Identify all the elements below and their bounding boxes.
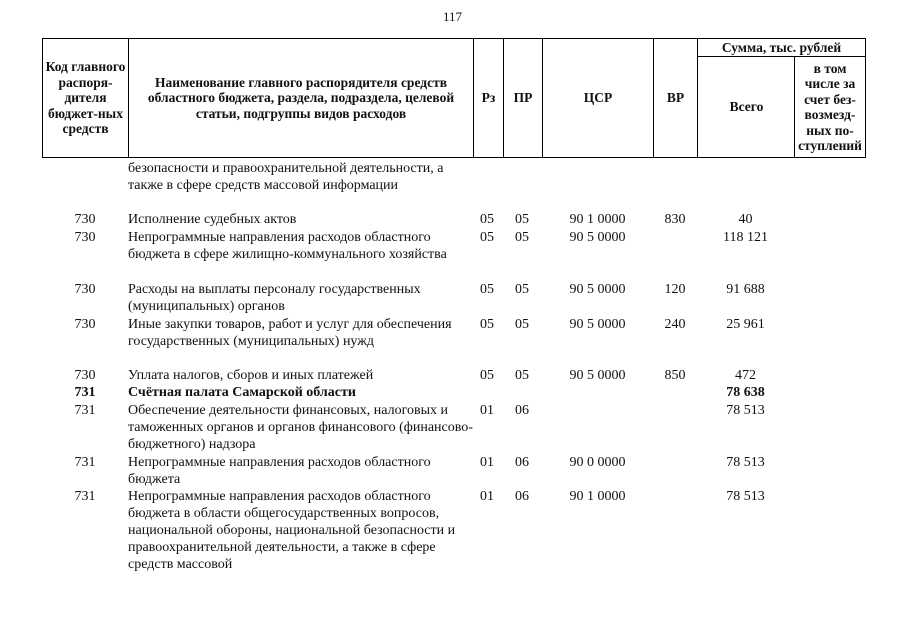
cell-pr: 05 — [515, 368, 529, 383]
cell-total: 118 121 — [723, 230, 768, 245]
cell-total: 472 — [735, 368, 756, 383]
cell-rz: 05 — [480, 282, 494, 297]
header-rz: Рз — [474, 39, 504, 157]
cell-csr: 90 5 0000 — [569, 368, 626, 383]
cell-csr: 90 5 0000 — [569, 230, 626, 245]
cell-total: 78 638 — [726, 385, 765, 400]
cell-total: 25 961 — [726, 317, 765, 332]
cell-rz: 05 — [480, 368, 494, 383]
cell-code: 731 — [74, 385, 96, 400]
cell-vr: 850 — [664, 368, 686, 383]
page-number: 117 — [442, 9, 463, 24]
cell-rz: 01 — [480, 489, 494, 504]
cell-name: Уплата налогов, сборов и иных платежей — [128, 368, 374, 383]
cell-total: 78 513 — [726, 403, 765, 418]
cell-name: Непрограммные направления расходов областного бюджета в области общегосударственных вопросов, национальной обороны, национальной безопасности и правоохранительной деятельности, а также в сфере средств массовой — [128, 489, 456, 572]
cell-rz: 05 — [480, 317, 494, 332]
cell-csr: 90 1 0000 — [569, 489, 626, 504]
cell-name: Обеспечение деятельности финансовых, налоговых и таможенных органов и органов финансового (финансово-бюджетного) надзора — [128, 403, 473, 452]
cell-code: 730 — [74, 317, 96, 332]
cell-vr: 830 — [664, 212, 686, 227]
cell-vr: 240 — [664, 317, 686, 332]
header-total: Всего — [729, 99, 764, 115]
cell-code: 730 — [74, 212, 96, 227]
cell-total: 78 513 — [726, 489, 765, 504]
cell-code: 731 — [74, 455, 96, 470]
cell-name: безопасности и правоохранительной деятельности, а также в сфере средств массовой информации — [128, 161, 444, 193]
header-vr: ВР — [654, 39, 698, 157]
cell-vr: 120 — [664, 282, 686, 297]
cell-code: 731 — [74, 489, 96, 504]
cell-rz: 05 — [480, 230, 494, 245]
table-header — [42, 38, 866, 158]
cell-pr: 06 — [515, 455, 529, 470]
header-pr: ПР — [504, 39, 543, 157]
cell-pr: 06 — [515, 403, 529, 418]
cell-pr: 05 — [515, 317, 529, 332]
cell-pr: 06 — [515, 489, 529, 504]
cell-code: 731 — [74, 403, 96, 418]
cell-rz: 05 — [480, 212, 494, 227]
cell-rz: 01 — [480, 455, 494, 470]
cell-name: Непрограммные направления расходов областного бюджета — [128, 455, 431, 487]
cell-csr: 90 1 0000 — [569, 212, 626, 227]
cell-total: 40 — [738, 212, 753, 227]
cell-csr: 90 0 0000 — [569, 455, 626, 470]
header-name: Наименование главного распорядителя средств областного бюджета, раздела, подраздела, целевой статьи, подгруппы видов расходов — [129, 39, 474, 157]
cell-name: Исполнение судебных актов — [128, 212, 297, 227]
cell-pr: 05 — [515, 230, 529, 245]
cell-code: 730 — [74, 230, 96, 245]
header-code: Код главного распоря-дителя бюджет-ных средств — [43, 39, 129, 157]
cell-rz: 01 — [480, 403, 494, 418]
cell-csr: 90 5 0000 — [569, 317, 626, 332]
cell-total: 91 688 — [726, 282, 765, 297]
cell-name: Иные закупки товаров, работ и услуг для обеспечения государственных (муниципальных) нужд — [128, 317, 452, 349]
cell-code: 730 — [74, 282, 96, 297]
header-gratuitous: в том числе за счет без-возмезд-ных по-ступлений — [798, 60, 862, 153]
header-csr: ЦСР — [543, 39, 654, 157]
cell-pr: 05 — [515, 212, 529, 227]
header-sum: Сумма, тыс. рублей — [698, 39, 865, 57]
cell-name: Счётная палата Самарской области — [128, 385, 356, 400]
cell-pr: 05 — [515, 282, 529, 297]
cell-name: Расходы на выплаты персоналу государственных (муниципальных) органов — [128, 282, 421, 314]
cell-name: Непрограммные направления расходов областного бюджета в сфере жилищно-коммунального хозяйства — [128, 230, 447, 262]
cell-code: 730 — [74, 368, 96, 383]
cell-total: 78 513 — [726, 455, 765, 470]
cell-csr: 90 5 0000 — [569, 282, 626, 297]
